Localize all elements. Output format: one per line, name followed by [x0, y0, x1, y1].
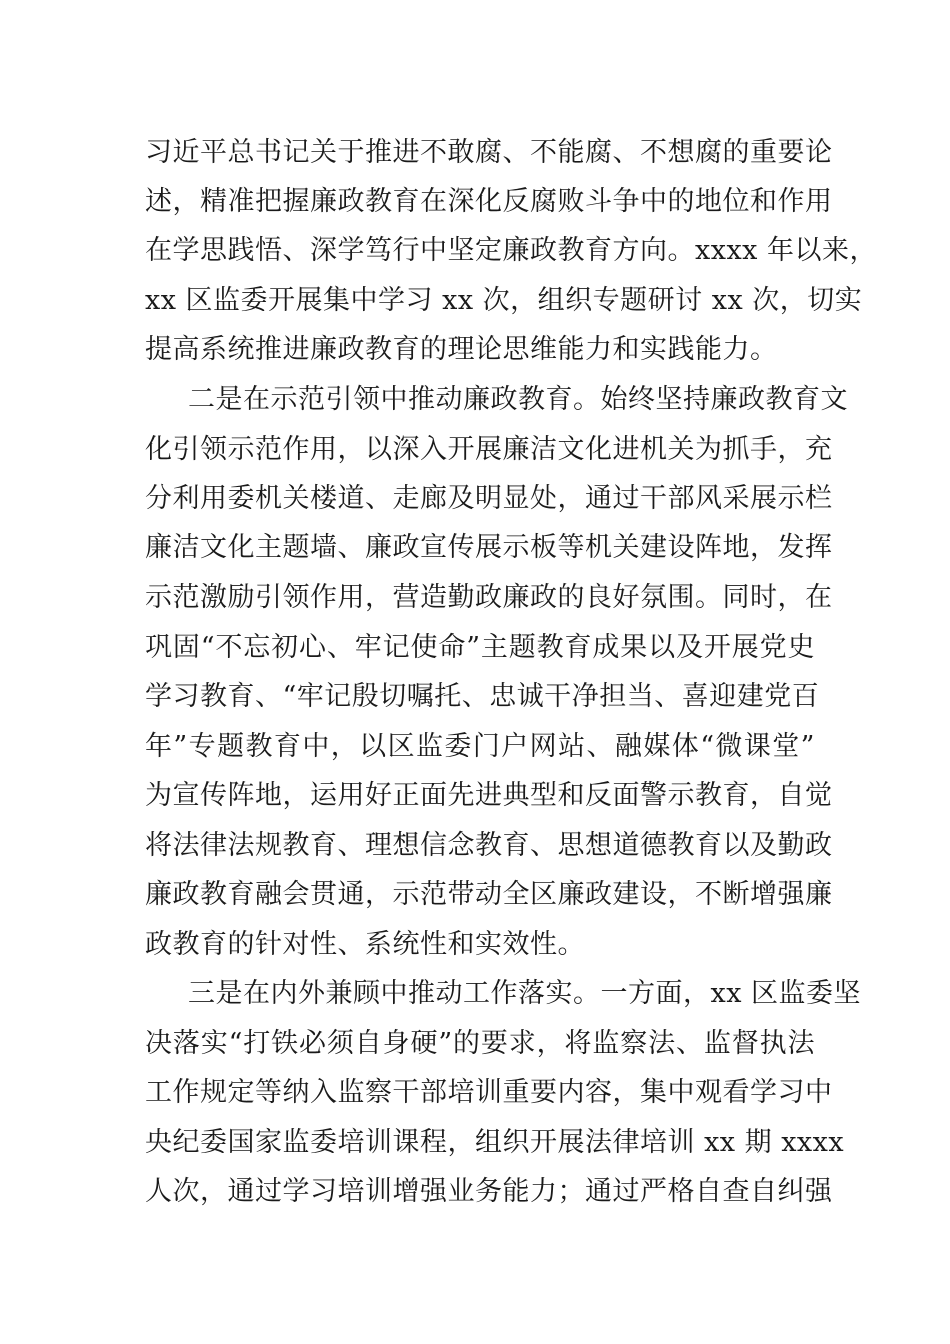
text-line: 廉洁文化主题墙、廉政宣传展示板等机关建设阵地，发挥	[145, 532, 833, 563]
paragraph-start-line: 二是在示范引领中推动廉政教育。始终坚持廉政教育文	[188, 384, 848, 415]
text-line: 央纪委国家监委培训课程，组织开展法律培训 xx 期 xxxx	[145, 1127, 845, 1158]
text-line: 年”专题教育中，以区监委门户网站、融媒体“微课堂”	[145, 731, 815, 762]
text-line: 政教育的针对性、系统性和实效性。	[145, 929, 585, 960]
text-line: 决落实“打铁必须自身硬”的要求，将监察法、监督执法	[145, 1028, 815, 1059]
text-line: 习近平总书记关于推进不敢腐、不能腐、不想腐的重要论	[145, 137, 833, 168]
text-line: 化引领示范作用，以深入开展廉洁文化进机关为抓手，充	[145, 434, 833, 465]
text-line: 将法律法规教育、理想信念教育、思想道德教育以及勤政	[145, 830, 833, 861]
text-line: xx 区监委开展集中学习 xx 次，组织专题研讨 xx 次，切实	[145, 285, 863, 316]
text-line: 工作规定等纳入监察干部培训重要内容，集中观看学习中	[145, 1077, 833, 1108]
text-line: 在学思践悟、深学笃行中坚定廉政教育方向。xxxx 年以来，	[145, 235, 877, 266]
text-line: 提高系统推进廉政教育的理论思维能力和实践能力。	[145, 334, 778, 365]
text-line: 示范激励引领作用，营造勤政廉政的良好氛围。同时，在	[145, 582, 833, 613]
paragraph-start-line: 三是在内外兼顾中推动工作落实。一方面，xx 区监委坚	[188, 978, 862, 1009]
text-line: 分利用委机关楼道、走廊及明显处，通过干部风采展示栏	[145, 483, 833, 514]
text-line: 学习教育、“牢记殷切嘱托、忠诚干净担当、喜迎建党百	[145, 681, 820, 712]
text-line: 述，精准把握廉政教育在深化反腐败斗争中的地位和作用	[145, 186, 833, 217]
text-line: 巩固“不忘初心、牢记使命”主题教育成果以及开展党史	[145, 632, 815, 663]
text-line: 廉政教育融会贯通，示范带动全区廉政建设，不断增强廉	[145, 879, 833, 910]
text-line: 为宣传阵地，运用好正面先进典型和反面警示教育，自觉	[145, 780, 833, 811]
text-line: 人次，通过学习培训增强业务能力；通过严格自查自纠强	[145, 1176, 833, 1207]
